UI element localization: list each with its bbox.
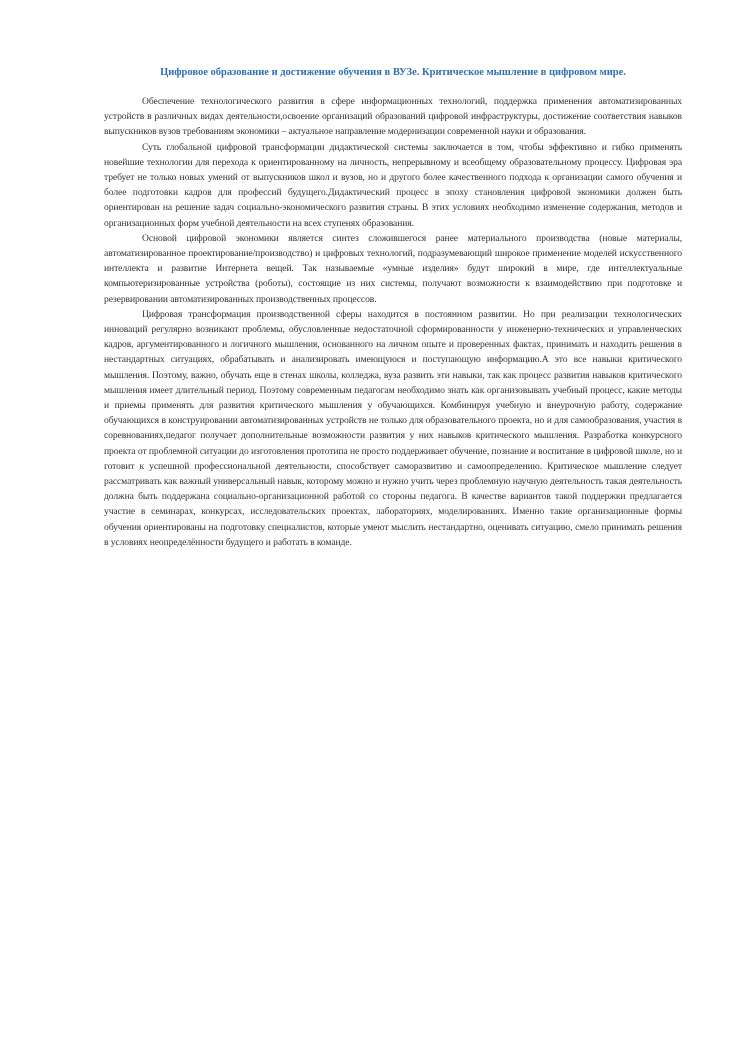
paragraph-4: Цифровая трансформация производственной сферы находится в постоянном развитии. Но при реализации технологических инноваций регулярно возникают проблемы, обусловленные недостаточной сформированности у инженерно-технических и управленческих кадров, аргументированного и логичного мышления, основанного на личном опыте и проверенных фактах, принимать и находить решения в нестандартных ситуациях, обрабатывать и анализировать имеющуюся и поступающую информацию.А это все навыки критического мышления. Поэтому, важно, обучать еще в стенах школы, колледжа, вуза развить эти навыки, так как процесс развития навыков критического мышления имеет длительный период. Поэтому современным педагогам необходимо знать как организовывать учебный процесс, какие методы и приемы применять для развития критического мышления у обучающихся. Комбинируя учебную и внеурочную работу, содержание обучающихся в конструировании автоматизированных устройств не только для образовательного проекта, но и для самообразования, участия в соревнованиях,педагог получает дополнительные возможности развития у них навыков критического мышления. Разработка конкурсного проекта от проблемной ситуации до изготовления прототипа не просто поддерживает обучение, познание и воспитание в цифровой школе, но и готовит к успешной профессиональной деятельности, способствует саморазвитию и самоопределению. Критическое мышление следует рассматривать как важный универсальный навык, которому можно и нужно учить через проблемную научную деятельность такая деятельность должна быть поддержана социально-организационной работой со стороны педагога. В качестве вариантов такой поддержки предлагается участие в семинарах, конкурсах, исследовательских проектах, лабораториях, моделированиях. Именно такие организационные формы обучения ориентированы на подготовку специалистов, которые умеют мыслить нестандартно, оценивать ситуацию, смело принимать решения в условиях неопределённости будущего и работать в команде. — [104, 308, 682, 548]
paragraph-2: Суть глобальной цифровой трансформации дидактической системы заключается в том, чтобы эффективно и гибко применять новейшие технологии для перехода к ориентированному на личность, непрерывному и всеобщему образовательному процессу. Цифровая эра требует не только новых умений от выпускников школ и вузов, но и другого более качественного подхода к организации самого обучения и более подготовки кадров для профессий будущего.Дидактический процесс в эпоху становления цифровой экономики должен быть ориентирован на решение задач социально-экономического развития страны. В этих условиях необходимо изменение содержания, методов и организационных форм учебной деятельности на всех ступенях образования. — [104, 141, 682, 229]
paragraph-3: Основой цифровой экономики является синтез сложившегося ранее материального производства (новые материалы, автоматизированное проектирование/производство) и цифровых технологий, подразумевающий широкое применение моделей искусственного интеллекта и развитие Интернета вещей. Так называемые «умные изделия» будут широкий в мире, где интеллектуальные компьютеризированные устройства (роботы), состоящие из них системы, получают возможности к взаимодействию при подготовке и резервировании автоматизированных производственных процессов. — [104, 232, 682, 305]
paragraph-1: Обеспечение технологического развития в сфере информационных технологий, поддержка применения автоматизированных устройств в различных видах деятельности,освоение организаций образований цифровой инфраструктуры, достижение соответствия навыков выпускников вузов требованиям экономики – актуальное направление модернизации современной науки и образования. — [104, 96, 682, 138]
document-content — [104, 66, 682, 550]
document-title: Цифровое образование и достижение обучения в ВУЗе. Критическое мышление в цифровом мире. — [160, 67, 626, 78]
